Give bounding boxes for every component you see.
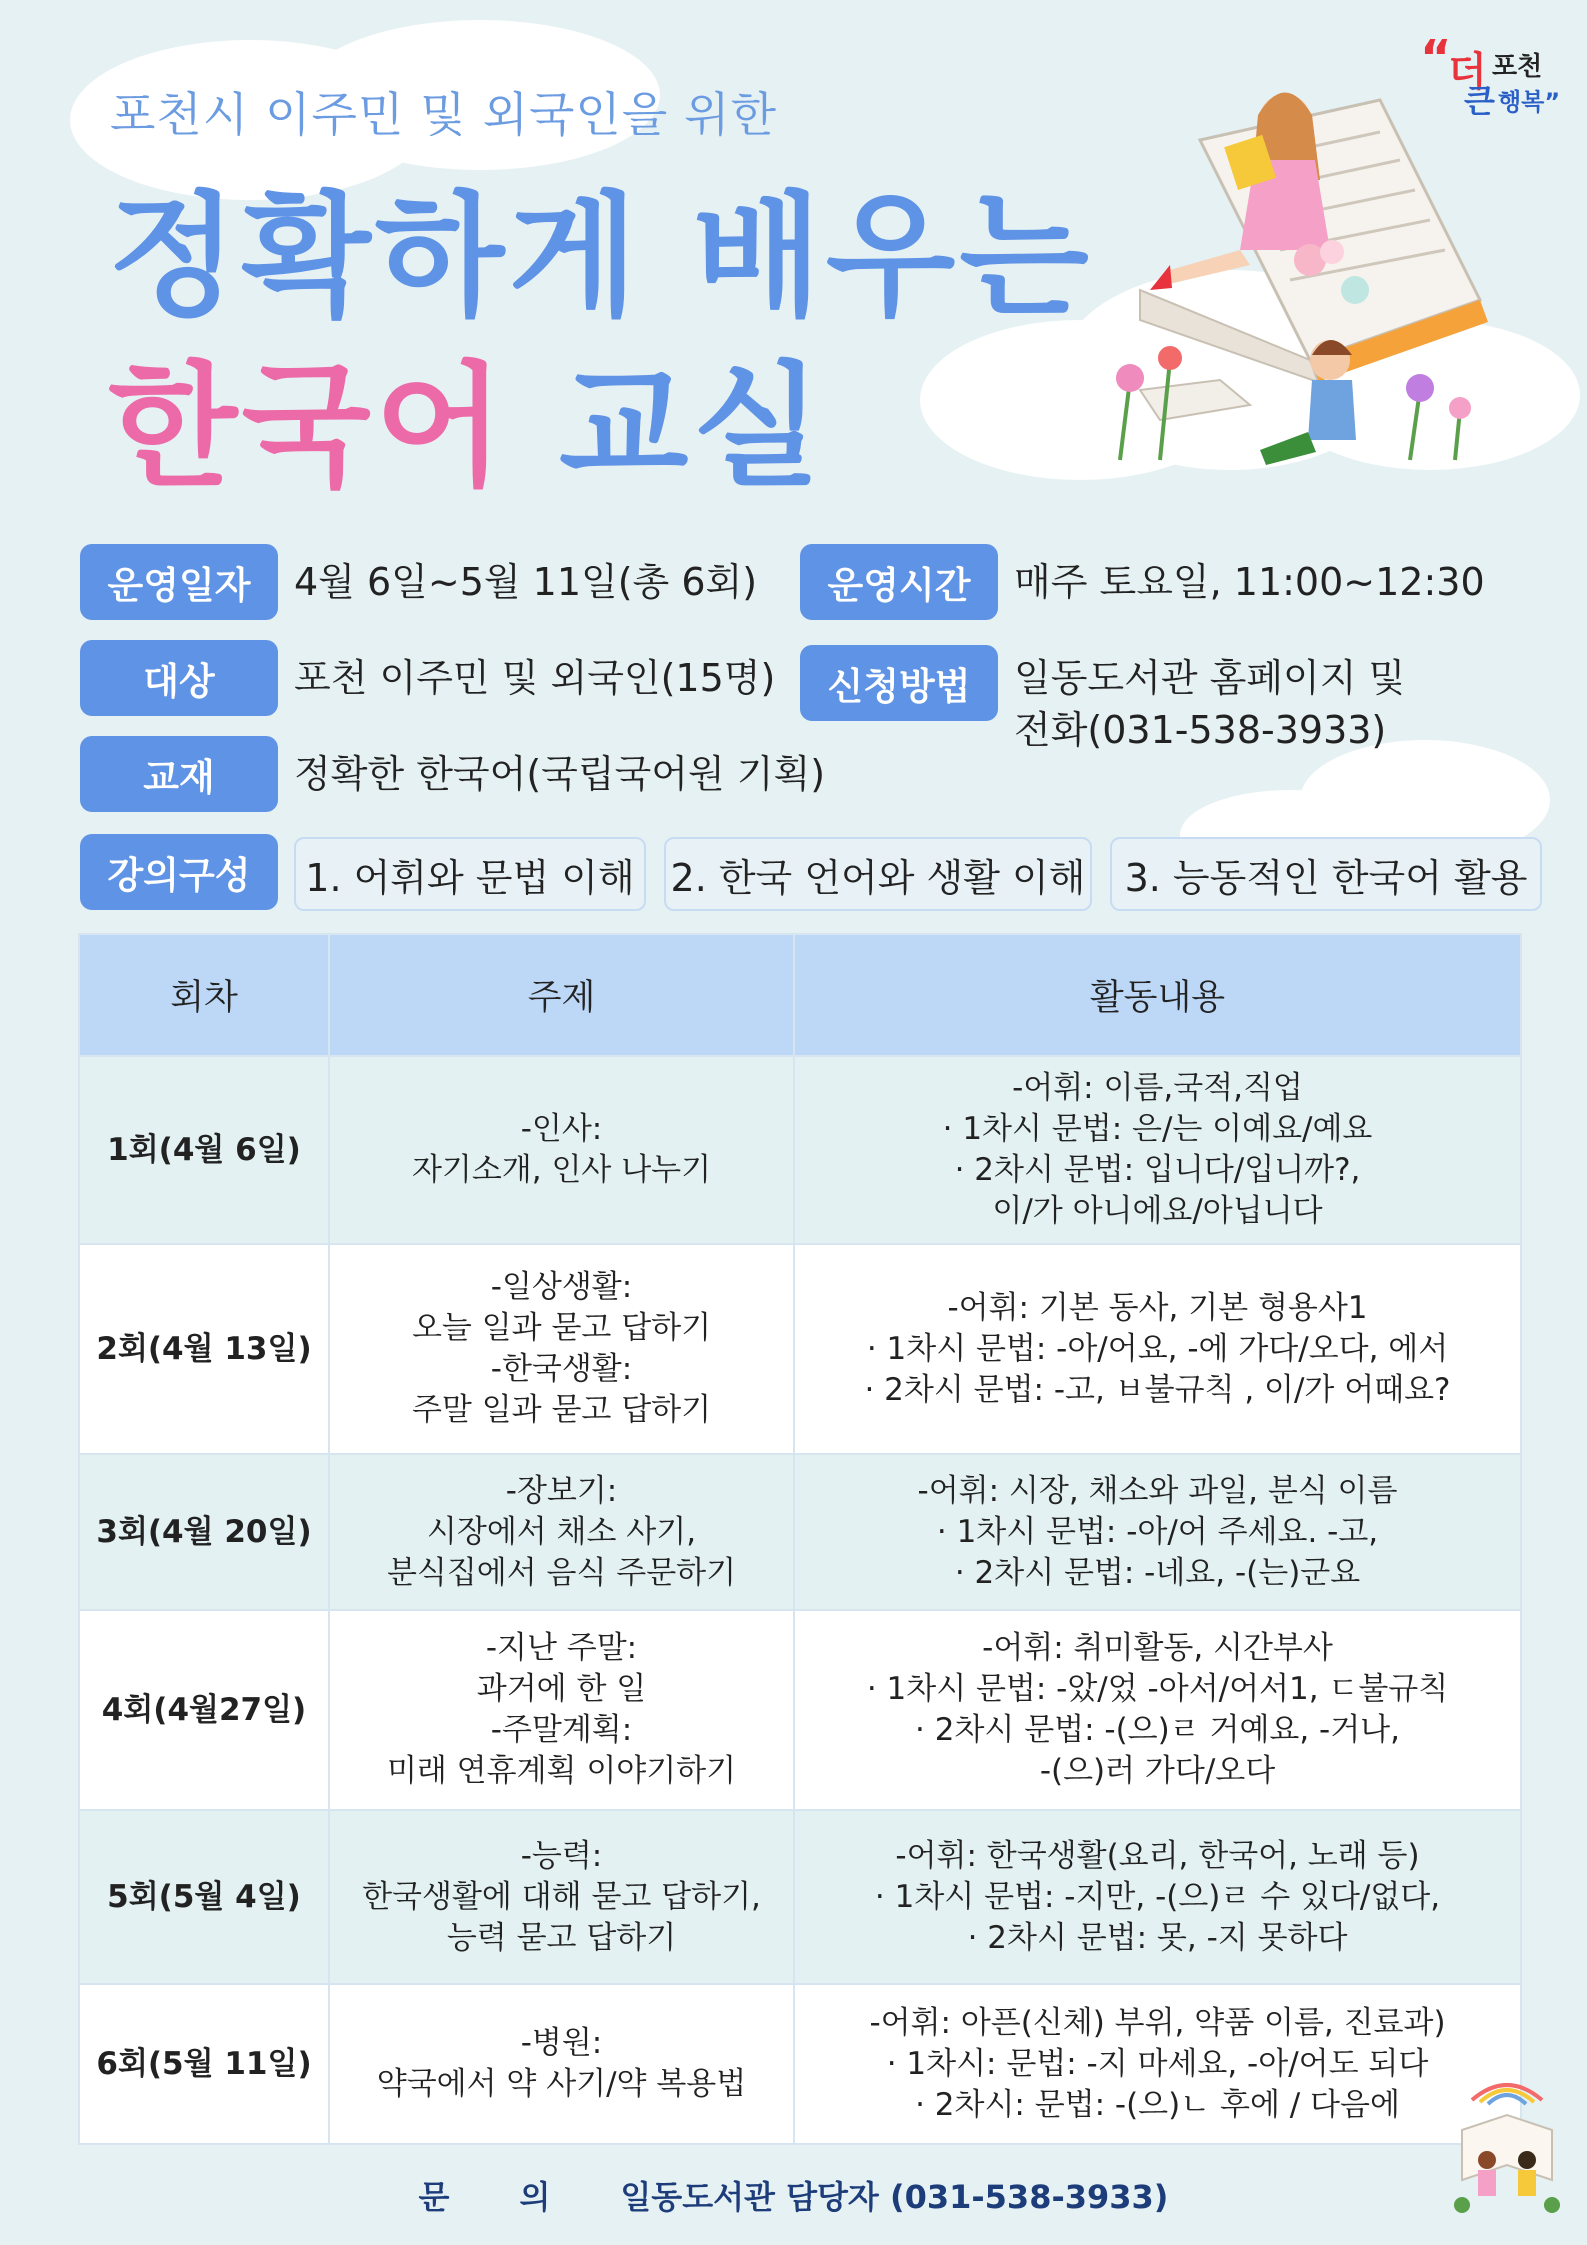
topic-line: -장보기: <box>505 1472 618 1509</box>
brand-word-2: 포천 <box>1492 52 1543 82</box>
activity-line: · 1차시 문법: -아/어요, -에 가다/오다, 에서 <box>866 1330 1449 1367</box>
header-session: 회차 <box>79 934 329 1056</box>
title-korean-word: 한국어 <box>108 349 509 505</box>
table-row <box>79 1610 1521 1810</box>
course-item-2: 2. 한국 언어와 생활 이해 <box>664 837 1092 911</box>
topic-line: 시장에서 채소 사기, <box>426 1513 697 1550</box>
time-label: 운영시간 <box>800 544 998 620</box>
apply-value-line2: 전화(031-538-3933) <box>1014 708 1387 752</box>
time-value: 매주 토요일, 11:00~12:30 <box>1014 560 1485 604</box>
topic-line: -병원: <box>520 2025 603 2061</box>
target-value: 포천 이주민 및 외국인(15명) <box>294 656 776 700</box>
header-activity: 활동내용 <box>794 934 1521 1056</box>
topic-line: 과거에 한 일 <box>476 1671 647 1707</box>
activity-line: -어휘: 취미활동, 시간부사 <box>982 1630 1333 1666</box>
topic-line: 자기소개, 인사 나누기 <box>411 1152 712 1188</box>
table-header-row <box>79 934 1521 1056</box>
brand-word-3: 큰 <box>1464 82 1495 120</box>
activity-line: · 1차시 문법: 은/는 이예요/예요 <box>942 1111 1373 1147</box>
activity-line: · 2차시 문법: -고, ㅂ불규칙 , 이/가 어때요? <box>864 1371 1451 1408</box>
table-row <box>79 1810 1521 1984</box>
course-item-1: 1. 어휘와 문법 이해 <box>294 837 646 911</box>
schedule-table <box>78 933 1522 2145</box>
activity-line: -어휘: 이름,국적,직업 <box>1012 1070 1303 1106</box>
brand-quote: “ <box>1420 30 1452 86</box>
poster-title-line1: 정확하게 배우는 <box>108 179 1093 335</box>
course-label: 강의구성 <box>80 834 278 910</box>
target-label: 대상 <box>80 640 278 716</box>
activity-line: · 2차시 문법: 입니다/입니까?, <box>954 1152 1361 1188</box>
topic-line: 주말 일과 묻고 답하기 <box>411 1392 712 1428</box>
session-cell: 4회(4월27일) <box>79 1610 329 1810</box>
session-cell: 5회(5월 4일) <box>79 1810 329 1984</box>
activity-line: 이/가 아니에요/아닙니다 <box>992 1193 1323 1229</box>
topic-line: 오늘 일과 묻고 답하기 <box>411 1310 712 1346</box>
topic-cell <box>329 1056 794 1244</box>
activity-line: -어휘: 기본 동사, 기본 형용사1 <box>947 1289 1368 1326</box>
title-classroom-word: 교실 <box>559 349 826 505</box>
apply-label: 신청방법 <box>800 645 998 721</box>
session-cell: 3회(4월 20일) <box>79 1454 329 1610</box>
activity-line: -어휘: 시장, 채소와 과일, 분식 이름 <box>917 1472 1398 1509</box>
contact-label-2: 의 <box>519 2178 551 2216</box>
session-cell: 1회(4월 6일) <box>79 1056 329 1244</box>
topic-line: 약국에서 약 사기/약 복용법 <box>376 2066 747 2102</box>
brand-word-1: 더 <box>1448 49 1487 95</box>
course-item-3: 3. 능동적인 한국어 활용 <box>1110 837 1542 911</box>
topic-cell <box>329 1244 794 1454</box>
activity-cell <box>794 1454 1521 1610</box>
apply-value-line1: 일동도서관 홈페이지 및 <box>1014 656 1406 700</box>
activity-cell <box>794 1056 1521 1244</box>
contact-text: 일동도서관 담당자 (031-538-3933) <box>620 2178 1169 2216</box>
topic-cell <box>329 1610 794 1810</box>
brand-logo <box>1420 30 1570 120</box>
period-label: 운영일자 <box>80 544 278 620</box>
topic-line: -능력: <box>520 1837 603 1874</box>
contact-info <box>0 2172 1587 2218</box>
book-value: 정확한 한국어(국립국어원 기획) <box>294 752 826 796</box>
reading-illustration <box>1080 60 1510 480</box>
activity-line: · 2차시: 문법: -(으)ㄴ 후에 / 다음에 <box>915 2086 1400 2123</box>
topic-line: 분식집에서 음식 주문하기 <box>386 1554 737 1591</box>
apply-value <box>1014 652 1405 756</box>
activity-cell <box>794 1810 1521 1984</box>
topic-cell <box>329 1984 794 2144</box>
activity-line: · 1차시 문법: -지만, -(으)ㄹ 수 있다/없다, <box>874 1878 1441 1915</box>
period-value: 4월 6일~5월 11일(총 6회) <box>294 560 758 604</box>
topic-line: 능력 묻고 답하기 <box>446 1919 677 1956</box>
activity-line: · 2차시 문법: -(으)ㄹ 거예요, -거나, <box>915 1712 1400 1748</box>
topic-line: 한국생활에 대해 묻고 답하기, <box>362 1878 761 1915</box>
header-topic: 주제 <box>329 934 794 1056</box>
activity-line: -(으)러 가다/오다 <box>1039 1753 1276 1789</box>
topic-cell <box>329 1810 794 1984</box>
brand-word-4: 행복” <box>1498 88 1561 116</box>
book-label: 교재 <box>80 736 278 812</box>
contact-label-1: 문 <box>418 2178 450 2216</box>
activity-line: · 1차시 문법: -아/어 주세요. -고, <box>936 1513 1379 1550</box>
table-row <box>79 1984 1521 2144</box>
topic-line: -주말계획: <box>490 1712 633 1748</box>
activity-line: · 1차시 문법: -았/었 -아서/어서1, ㄷ불규칙 <box>866 1671 1449 1707</box>
activity-cell <box>794 1244 1521 1454</box>
table-row <box>79 1056 1521 1244</box>
activity-line: · 2차시 문법: 못, -지 못하다 <box>967 1919 1348 1956</box>
table-row <box>79 1454 1521 1610</box>
topic-line: 미래 연휴계획 이야기하기 <box>386 1753 737 1789</box>
table-row <box>79 1244 1521 1454</box>
activity-cell <box>794 1610 1521 1810</box>
poster-subtitle: 포천시 이주민 및 외국인을 위한 <box>110 88 777 143</box>
topic-line: -일상생활: <box>490 1269 633 1305</box>
activity-line: -어휘: 아픈(신체) 부위, 약품 이름, 진료과) <box>869 2004 1446 2041</box>
poster-title-line2 <box>108 320 826 512</box>
topic-cell <box>329 1454 794 1610</box>
activity-line: · 1차시: 문법: -지 마세요, -아/어도 되다 <box>886 2045 1429 2082</box>
activity-line: -어휘: 한국생활(요리, 한국어, 노래 등) <box>895 1837 1420 1874</box>
topic-line: -인사: <box>520 1111 603 1147</box>
activity-line: · 2차시 문법: -네요, -(는)군요 <box>954 1554 1361 1591</box>
activity-cell <box>794 1984 1521 2144</box>
topic-line: -한국생활: <box>490 1351 633 1387</box>
session-cell: 2회(4월 13일) <box>79 1244 329 1454</box>
topic-line: -지난 주말: <box>485 1630 638 1666</box>
session-cell: 6회(5월 11일) <box>79 1984 329 2144</box>
